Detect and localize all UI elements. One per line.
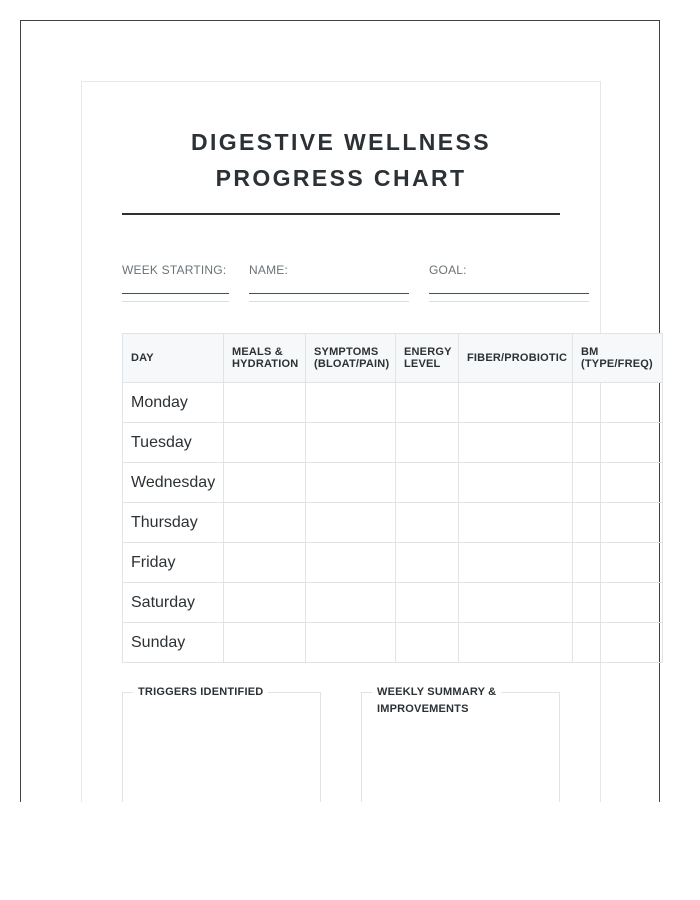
symptoms-cell[interactable]	[306, 463, 396, 503]
week-starting-line[interactable]	[122, 293, 229, 294]
meals-cell[interactable]	[224, 583, 306, 623]
table-row	[123, 583, 663, 623]
table-row	[123, 423, 663, 463]
table-row	[123, 503, 663, 543]
header-symptoms-line1: SYMPTOMS	[314, 346, 379, 358]
day-cell: Friday	[123, 543, 224, 583]
bm-extra-cell[interactable]	[601, 583, 663, 623]
fiber-cell[interactable]	[459, 543, 573, 583]
header-day	[123, 334, 224, 383]
triggers-label: TRIGGERS IDENTIFIED	[133, 684, 268, 701]
header-meals-line1: MEALS &	[232, 346, 283, 358]
weekly-summary-label-line1: WEEKLY SUMMARY &	[377, 686, 497, 698]
header-energy-level	[396, 334, 459, 383]
header-meals-line2: HYDRATION	[232, 358, 299, 370]
bm-cell[interactable]	[573, 623, 601, 663]
header-symptoms	[306, 334, 396, 383]
meals-cell[interactable]	[224, 383, 306, 423]
energy-cell[interactable]	[396, 423, 459, 463]
energy-cell[interactable]	[396, 543, 459, 583]
name-line[interactable]	[249, 293, 409, 294]
fiber-cell[interactable]	[459, 623, 573, 663]
bm-extra-cell[interactable]	[601, 423, 663, 463]
title-divider	[122, 213, 560, 215]
goal-label: GOAL:	[429, 263, 467, 277]
symptoms-cell[interactable]	[306, 543, 396, 583]
header-symptoms-line2: (BLOAT/PAIN)	[314, 358, 390, 370]
header-bm-line1: BM	[581, 346, 599, 358]
bm-cell[interactable]	[573, 423, 601, 463]
energy-cell[interactable]	[396, 623, 459, 663]
energy-cell[interactable]	[396, 383, 459, 423]
meals-cell[interactable]	[224, 463, 306, 503]
goal-underline	[429, 301, 589, 302]
symptoms-cell[interactable]	[306, 623, 396, 663]
table-row	[123, 623, 663, 663]
bm-extra-cell[interactable]	[601, 543, 663, 583]
header-day-text: DAY	[131, 352, 154, 364]
bm-extra-cell[interactable]	[601, 463, 663, 503]
title-line-1: DIGESTIVE WELLNESS	[190, 129, 492, 155]
header-bm	[573, 334, 663, 383]
triggers-box[interactable]	[122, 692, 321, 802]
bm-cell[interactable]	[573, 583, 601, 623]
table-header-row	[123, 334, 663, 383]
bm-extra-cell[interactable]	[601, 623, 663, 663]
goal-line[interactable]	[429, 293, 589, 294]
header-energy-line1: ENERGY	[404, 346, 452, 358]
day-cell: Tuesday	[123, 423, 224, 463]
week-starting-label: WEEK STARTING:	[122, 263, 227, 277]
header-energy-line2: LEVEL	[404, 358, 441, 370]
page-title	[0, 124, 682, 196]
fiber-cell[interactable]	[459, 503, 573, 543]
bm-cell[interactable]	[573, 463, 601, 503]
meals-cell[interactable]	[224, 623, 306, 663]
energy-cell[interactable]	[396, 503, 459, 543]
symptoms-cell[interactable]	[306, 383, 396, 423]
table-row	[123, 383, 663, 423]
bm-cell[interactable]	[573, 503, 601, 543]
bm-cell[interactable]	[573, 383, 601, 423]
header-meals-hydration	[224, 334, 306, 383]
week-starting-underline	[122, 301, 229, 302]
name-label: NAME:	[249, 263, 289, 277]
weekly-summary-label-line2: IMPROVEMENTS	[377, 703, 469, 715]
table-row	[123, 463, 663, 503]
header-fiber-text: FIBER/PROBIOTIC	[467, 352, 568, 364]
meals-cell[interactable]	[224, 423, 306, 463]
weekly-summary-label	[372, 684, 501, 718]
table-row	[123, 543, 663, 583]
fiber-cell[interactable]	[459, 583, 573, 623]
meals-cell[interactable]	[224, 503, 306, 543]
day-cell: Saturday	[123, 583, 224, 623]
symptoms-cell[interactable]	[306, 583, 396, 623]
header-fiber-probiotic	[459, 334, 573, 383]
meals-cell[interactable]	[224, 543, 306, 583]
title-line-2: PROGRESS CHART	[215, 165, 467, 191]
weekly-log-table	[122, 333, 663, 663]
bm-cell[interactable]	[573, 543, 601, 583]
energy-cell[interactable]	[396, 463, 459, 503]
day-cell: Thursday	[123, 503, 224, 543]
energy-cell[interactable]	[396, 583, 459, 623]
day-cell: Wednesday	[123, 463, 224, 503]
table-body	[123, 383, 663, 663]
day-cell: Sunday	[123, 623, 224, 663]
bm-extra-cell[interactable]	[601, 383, 663, 423]
name-underline	[249, 301, 409, 302]
symptoms-cell[interactable]	[306, 503, 396, 543]
header-bm-line2: (TYPE/FREQ)	[581, 358, 653, 370]
fiber-cell[interactable]	[459, 463, 573, 503]
fiber-cell[interactable]	[459, 383, 573, 423]
bm-extra-cell[interactable]	[601, 503, 663, 543]
day-cell: Monday	[123, 383, 224, 423]
symptoms-cell[interactable]	[306, 423, 396, 463]
fiber-cell[interactable]	[459, 423, 573, 463]
